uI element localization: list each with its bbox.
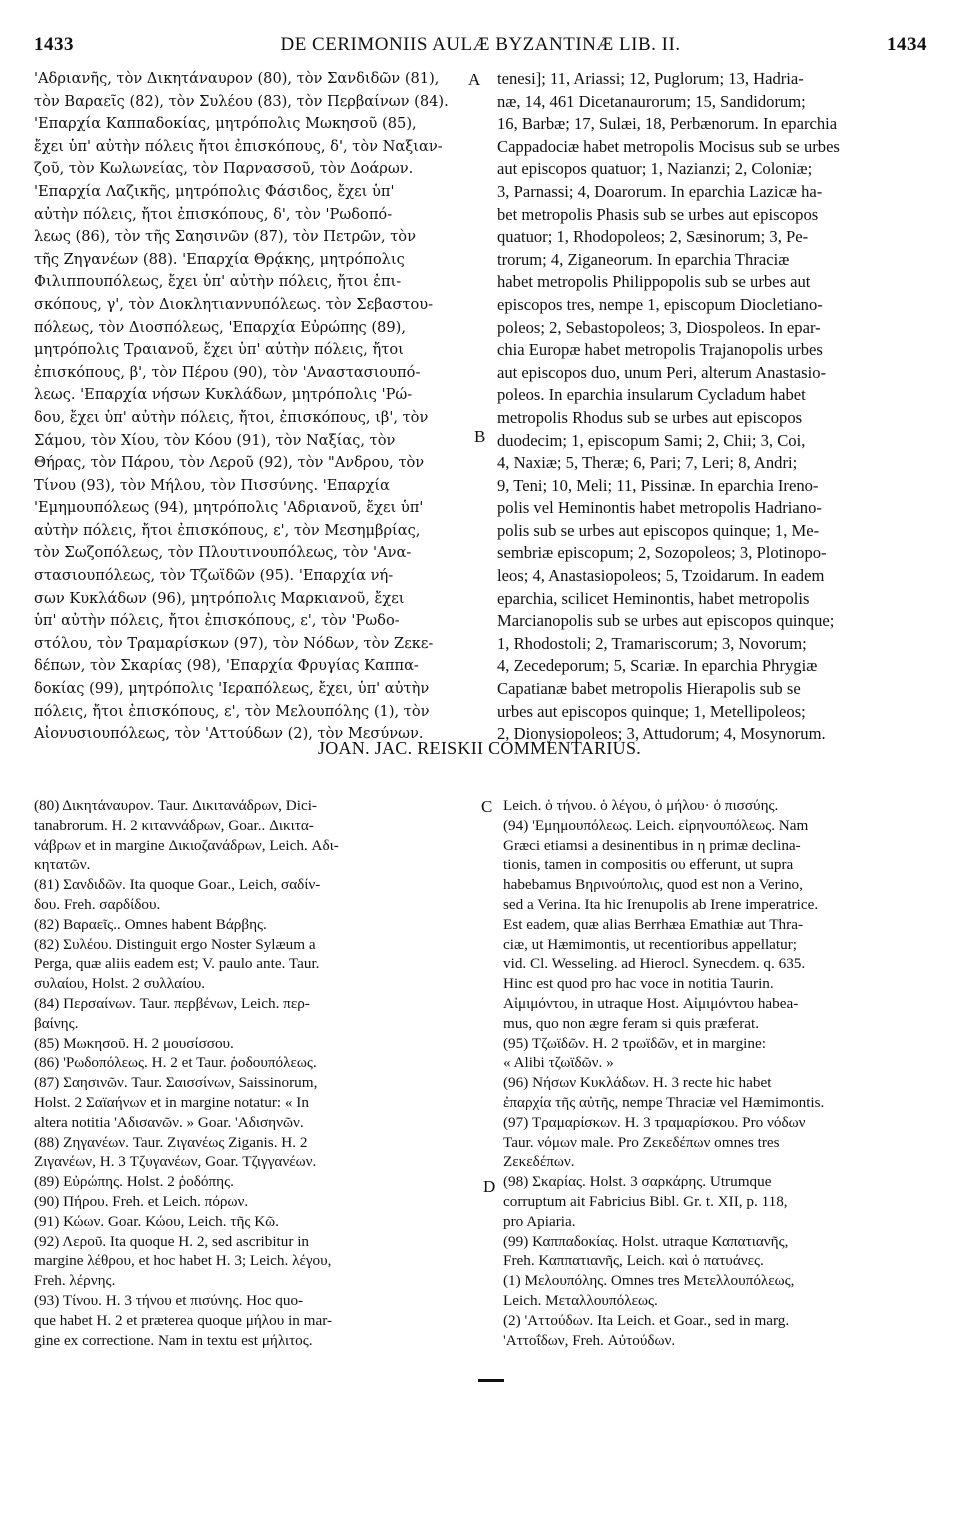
greek-text-line: πόλεις, ἤτοι ἐπισκόπους, ε', τὸν Μελουπόλης (1), τὸν	[34, 702, 430, 720]
latin-text-line: poleos. In eparchia insularum Cycladum habet	[497, 385, 806, 405]
note-line: Leich. ὁ τήνου. ὁ λέγου, ὁ μήλου· ὁ πισσύης.	[503, 797, 779, 814]
note-line: βαίνης.	[34, 1014, 79, 1032]
note-line: (91) Κώων. Goar. Κώου, Leich. τῆς Κῶ.	[34, 1212, 279, 1230]
note-line: (87) Σαησινῶν. Taur. Σαισσίνων, Saissinorum,	[34, 1074, 318, 1092]
note-line: que habet H. 2 et præterea quoque μήλου in mar-	[34, 1311, 333, 1329]
latin-text-line: aut episcopos duo, unum Peri, alterum Anastasio-	[497, 362, 827, 382]
note-line: (96) Νήσων Κυκλάδων. H. 3 recte hic habet	[503, 1074, 772, 1092]
greek-text-line: ἐπισκόπους, β', τὸν Πέρου (90), τὸν 'Αναστασιουπό-	[34, 363, 421, 381]
note-line: Αἰμιμόντου, in utraque Host. Αἰμιμόντου habea-	[503, 994, 799, 1012]
latin-text-line: næ, 14, 461 Dicetanaurorum; 15, Sandidorum;	[497, 91, 806, 111]
greek-text-line: πόλεως, τὸν Διοσπόλεως, 'Επαρχία Εὐρώπης (89),	[34, 318, 406, 336]
note-line: (80) Δικητάναυρον. Taur. Δικιτανάδρων, Dici-	[34, 797, 317, 814]
note-line: margine λέθρου, et hoc habet H. 3; Leich. λέγου,	[34, 1252, 332, 1270]
note-line: (95) Τζωϊδῶν. H. 2 τρωϊδῶν, et in margine:	[503, 1034, 766, 1052]
greek-text-line: δοκίας (99), μητρόπολις 'Ιεραπόλεως, ἔχει, ὑπ' αὐτὴν	[34, 680, 430, 698]
note-line: συλαίου, Holst. 2 συλλαίου.	[34, 975, 206, 993]
greek-text-line: στόλου, τὸν Τραμαρίσκων (97), τὸν Νόδων, τὸν Ζεκε-	[34, 634, 434, 652]
greek-text-line: τὸν Σωζοπόλεως, τὸν Πλουτινουπόλεως, τὸν 'Ανα-	[34, 544, 412, 562]
note-line: Ζιγανέων, H. 3 Τζυγανέων, Goar. Τζιγγανέων.	[34, 1153, 317, 1171]
latin-text-line: trorum; 4, Ziganeorum. In eparchia Thraciæ	[497, 249, 790, 269]
note-line: (1) Μελουπόλης. Omnes tres Μετελλουπόλεως,	[503, 1272, 795, 1290]
greek-text-line: δέπων, τὸν Σκαρίας (98), 'Επαρχία Φρυγίας Καππα-	[34, 657, 419, 675]
page-number-right: 1434	[887, 34, 927, 55]
note-line: sed a Verina. Ita hic Irenupolis ab Irene imperatrice.	[503, 895, 819, 913]
greek-text-line: στασιουπόλεως, τὸν Τζωϊδῶν (95). 'Επαρχία νή-	[34, 567, 394, 585]
latin-text-line: Capatianæ babet metropolis Hierapolis sub se	[497, 679, 801, 699]
note-line: Perga, quæ aliis eadem est; V. paulo ante. Taur.	[34, 955, 320, 973]
latin-text-line: 4, Zecedeporum; 5, Scariæ. In eparchia Phrygiæ	[497, 656, 818, 676]
note-line: (82) Βαραεῖς.. Omnes habent Βάρβης.	[34, 915, 267, 933]
note-line: (89) Εὐρώπης. Holst. 2 ῥοδόπης.	[34, 1173, 234, 1191]
page-number-left: 1433	[34, 34, 74, 55]
section-marker-a: A	[468, 70, 481, 89]
commentary-heading: JOAN. JAC. REISKII COMMENTARIUS.	[317, 738, 642, 758]
latin-text-line: polis vel Heminontis habet metropolis Hadriano-	[497, 498, 822, 518]
note-line: Leich. Μεταλλουπόλεως.	[503, 1291, 658, 1309]
latin-text-line: sembriæ episcopum; 2, Sozopoleos; 3, Plotinopo-	[497, 543, 827, 563]
note-line: (84) Περσαίνων. Taur. περβένων, Leich. περ-	[34, 994, 310, 1012]
note-line: δου. Freh. σαρδίδου.	[34, 895, 161, 913]
note-line: (93) Τίνου. H. 3 τήνου et πισύνης. Hoc quo-	[34, 1291, 304, 1309]
greek-text-line: Θήρας, τὸν Πάρου, τὸν Λεροῦ (92), τὸν "Ανδρου, τὸν	[34, 454, 425, 472]
greek-text-line: ὑπ' αὐτὴν πόλεις, ἤτοι ἐπισκόπους, ε', τὸν 'Ρωδο-	[34, 612, 400, 630]
latin-text-line: tenesi]; 11, Ariassi; 12, Puglorum; 13, Hadria-	[497, 69, 804, 88]
latin-text-line: habet metropolis Philippopolis sub se urbes aut	[497, 272, 811, 292]
running-head	[34, 34, 927, 58]
note-line: (82) Συλέου. Distinguit ergo Noster Sylæum a	[34, 935, 316, 953]
section-marker-c: C	[481, 797, 493, 816]
greek-text-line: σων Κυκλάδων (96), μητρόπολις Μαρκιανοῦ, ἔχει	[34, 589, 405, 607]
greek-text-line: Φιλιππουπόλεως, ἔχει ὑπ' αὐτὴν πόλεις, ἤτοι ἐπι-	[34, 273, 402, 291]
note-line: mus, quo non ægre feram si quis præferat.	[503, 1014, 760, 1032]
note-line: ἐπαρχία τῆς αὐτῆς, nempe Thraciæ vel Hæmimontis.	[503, 1093, 825, 1111]
note-line: Græci etiamsi a desinentibus in η primæ declina-	[503, 836, 801, 854]
note-line: Taur. νόμων male. Pro Ζεκεδέπων omnes tres	[503, 1133, 780, 1151]
note-line: tionis, tamen in compositis ου efferunt, ut supra	[503, 856, 794, 874]
note-line: (98) Σκαρίας. Holst. 3 σαρκάρης. Utrumque	[503, 1173, 772, 1191]
note-line: « Alibi τζωϊδῶν. »	[503, 1054, 614, 1072]
commentary-notes-right	[503, 796, 923, 1350]
latin-translation-column	[497, 68, 927, 746]
note-line: (85) Μωκησοῦ. H. 2 μουσίσσου.	[34, 1034, 234, 1052]
greek-text-line: λεως. 'Επαρχία νήσων Κυκλάδων, μητρόπολις 'Ρώ-	[34, 386, 413, 404]
greek-text-line: δου, ἔχει ὑπ' αὐτὴν πόλεις, ἤτοι, ἐπισκόπους, ιβ', τὸν	[34, 408, 429, 426]
latin-text-line: bet metropolis Phasis sub se urbes aut episcopos	[497, 204, 819, 224]
latin-text-line: chia Europæ habet metropolis Trajanopolis urbes	[497, 340, 823, 360]
note-line: Est eadem, quæ alias Berrhæa Emathiæ aut Thra-	[503, 915, 804, 933]
note-line: 'Αττοΐδων, Freh. Αὐτούδων.	[503, 1331, 676, 1349]
note-line: κητατῶν.	[34, 856, 91, 874]
greek-text-line: Αἰονυσιουπόλεως, τὸν 'Αττούδων (2), τὸν Μεσύνων.	[34, 725, 424, 743]
greek-text-line: λεως (86), τὸν τῆς Σαησινῶν (87), τὸν Πετρῶν, τὸν	[34, 228, 416, 246]
latin-text-line: 2, Dionysiopoleos; 3, Attudorum; 4, Mosynorum.	[497, 724, 826, 744]
note-line: Ζεκεδέπων.	[503, 1153, 575, 1171]
running-title: DE CERIMONIIS AULÆ BYZANTINÆ LIB. II.	[280, 34, 681, 55]
note-line: pro Apiaria.	[503, 1212, 576, 1230]
latin-text-line: 16, Barbæ; 17, Sulæi, 18, Perbænorum. In eparchia	[497, 114, 838, 134]
note-line: νάβρων et in margine Δικιοζανάδρων, Leich. Αδι-	[34, 836, 339, 854]
latin-text-line: episcopos tres, nempe 1, episcopum Diocletiano-	[497, 294, 823, 314]
note-line: (81) Σανδιδῶν. Ita quoque Goar., Leich, σαδίν-	[34, 876, 321, 894]
note-line: (97) Τραμαρίσκων. H. 3 τραμαρίσκου. Pro νόδων	[503, 1113, 806, 1131]
latin-text-line: polis sub se urbes aut episcopos quinque; 1, Me-	[497, 520, 820, 540]
greek-text-line: 'Εμημουπόλεως (94), μητρόπολις 'Αδριανοῦ, ἔχει ὑπ'	[34, 499, 424, 517]
latin-text-line: 3, Parnassi; 4, Doarorum. In eparchia Lazicæ ha-	[497, 181, 823, 201]
greek-text-line: τῆς Ζηγανέων (88). 'Επαρχία Θρᾴκης, μητρόπολις	[34, 250, 405, 268]
greek-text-line: αὐτὴν πόλεις, ἤτοι ἐπισκόπους, ε', τὸν Μεσημβρίας,	[34, 521, 421, 539]
note-line: altera notitia 'Αδισανῶν. » Goar. 'Αδισηνῶν.	[34, 1113, 304, 1131]
section-marker-b: B	[474, 427, 486, 446]
greek-text-line: τὸν Βαραεῖς (82), τὸν Συλέου (83), τὸν Περβαίνων (84).	[34, 92, 449, 110]
greek-text-line: αὐτὴν πόλεις, ἤτοι ἐπισκόπους, δ', τὸν 'Ρωδοπό-	[34, 205, 393, 223]
latin-text-line: 9, Teni; 10, Meli; 11, Pissinæ. In eparchia Ireno-	[497, 475, 819, 495]
greek-text-line: 'Αδριανῆς, τὸν Δικητάναυρον (80), τὸν Σανδιδῶν (81),	[34, 70, 440, 87]
note-line: Freh. Καππατιανῆς, Leich. καὶ ὁ πατυάνες.	[503, 1252, 764, 1270]
note-line: (90) Πήρου. Freh. et Leich. πόρων.	[34, 1192, 249, 1210]
latin-text-line: metropolis Rhodus sub se urbes aut episcopos	[497, 407, 803, 427]
note-line: (2) 'Αττούδων. Ita Leich. et Goar., sed in marg.	[503, 1311, 790, 1329]
note-line: Freh. λέρνης.	[34, 1272, 116, 1290]
note-line: corruptum ait Fabricius Bibl. Gr. t. XII, p. 118,	[503, 1192, 788, 1210]
note-line: vid. Cl. Wesseling. ad Hierocl. Synecdem. q. 635.	[503, 955, 806, 973]
note-line: (99) Καππαδοκίας. Holst. utraque Καπατιανῆς,	[503, 1232, 789, 1250]
greek-text-line: μητρόπολις Τραιανοῦ, ἔχει ὑπ' αὐτὴν πόλεις, ἤτοι	[34, 341, 404, 359]
latin-text-line: urbes aut episcopos quinque; 1, Metellipoleos;	[497, 701, 806, 721]
latin-text-line: 1, Rhodostoli; 2, Tramariscorum; 3, Novorum;	[497, 633, 807, 653]
commentary-notes-left	[34, 796, 481, 1350]
note-line: tanabrorum. H. 2 κιταννάδρων, Goar.. Δικιτα-	[34, 816, 314, 834]
note-line: Hinc est quod pro hac voce in notitia Taurin.	[503, 975, 774, 993]
latin-text-line: Marcianopolis sub se urbes aut episcopos quinque;	[497, 611, 835, 631]
note-line: (94) 'Εμημουπόλεως. Leich. εἰρηνουπόλεως. Nam	[503, 816, 809, 834]
latin-text-line: Cappadociæ habet metropolis Mocisus sub se urbes	[497, 136, 840, 156]
end-rule	[478, 1379, 504, 1382]
latin-text-line: aut episcopos quatuor; 1, Nazianzi; 2, Coloniæ;	[497, 159, 813, 179]
greek-text-line: ἔχει ὑπ' αὐτὴν πόλεις ἤτοι ἐπισκόπους, δ', τὸν Ναξιαν-	[34, 137, 443, 155]
latin-text-line: leos; 4, Anastasiopoleos; 5, Tzoidarum. In eadem	[497, 566, 825, 586]
note-line: (86) 'Ρωδοπόλεως. H. 2 et Taur. ῥοδουπόλεως.	[34, 1054, 317, 1072]
note-line: (92) Λεροῦ. Ita quoque H. 2, sed ascribitur in	[34, 1232, 310, 1250]
greek-text-column	[34, 68, 484, 746]
note-line: ciæ, ut Hæmimontis, ut recentioribus appellatur;	[503, 935, 797, 953]
greek-text-line: Σάμου, τὸν Χίου, τὸν Κόου (91), τὸν Ναξίας, τὸν	[34, 431, 396, 449]
latin-text-line: 4, Naxiæ; 5, Theræ; 6, Pari; 7, Leri; 8, Andri;	[497, 453, 798, 473]
note-line: habebamus Βηρινούπολις, quod est non a Verino,	[503, 876, 803, 894]
latin-text-line: eparchia, scilicet Heminontis, habet metropolis	[497, 588, 810, 608]
latin-text-line: quatuor; 1, Rhodopoleos; 2, Sæsinorum; 3, Pe-	[497, 227, 809, 247]
note-line: Holst. 2 Σαϊαήνων et in margine notatur: « In	[34, 1093, 309, 1111]
greek-text-line: σκόπους, γ', τὸν Διοκλητιαννυπόλεως. τὸν Σεβαστου-	[34, 295, 434, 313]
greek-text-line: 'Επαρχία Καππαδοκίας, μητρόπολις Μωκησοῦ (85),	[34, 115, 417, 133]
section-marker-d: D	[483, 1177, 496, 1196]
note-line: gine ex correctione. Nam in textu est μήλιτος.	[34, 1331, 313, 1349]
greek-text-line: Τίνου (93), τὸν Μήλου, τὸν Πισσύνης. 'Επαρχία	[34, 476, 390, 494]
note-line: (88) Ζηγανέων. Taur. Ζιγανέως Ziganis. H. 2	[34, 1133, 308, 1151]
latin-text-line: poleos; 2, Sebastopoleos; 3, Diospoleos. In epar-	[497, 317, 821, 337]
latin-text-line: duodecim; 1, episcopum Sami; 2, Chii; 3, Coi,	[497, 430, 806, 450]
greek-text-line: 'Επαρχία Λαζικῆς, μητρόπολις Φάσιδος, ἔχει ὑπ'	[34, 182, 395, 200]
greek-text-line: ζοῦ, τὸν Κωλωνείας, τὸν Παρνασσοῦ, τὸν Δοάρων.	[34, 160, 414, 178]
